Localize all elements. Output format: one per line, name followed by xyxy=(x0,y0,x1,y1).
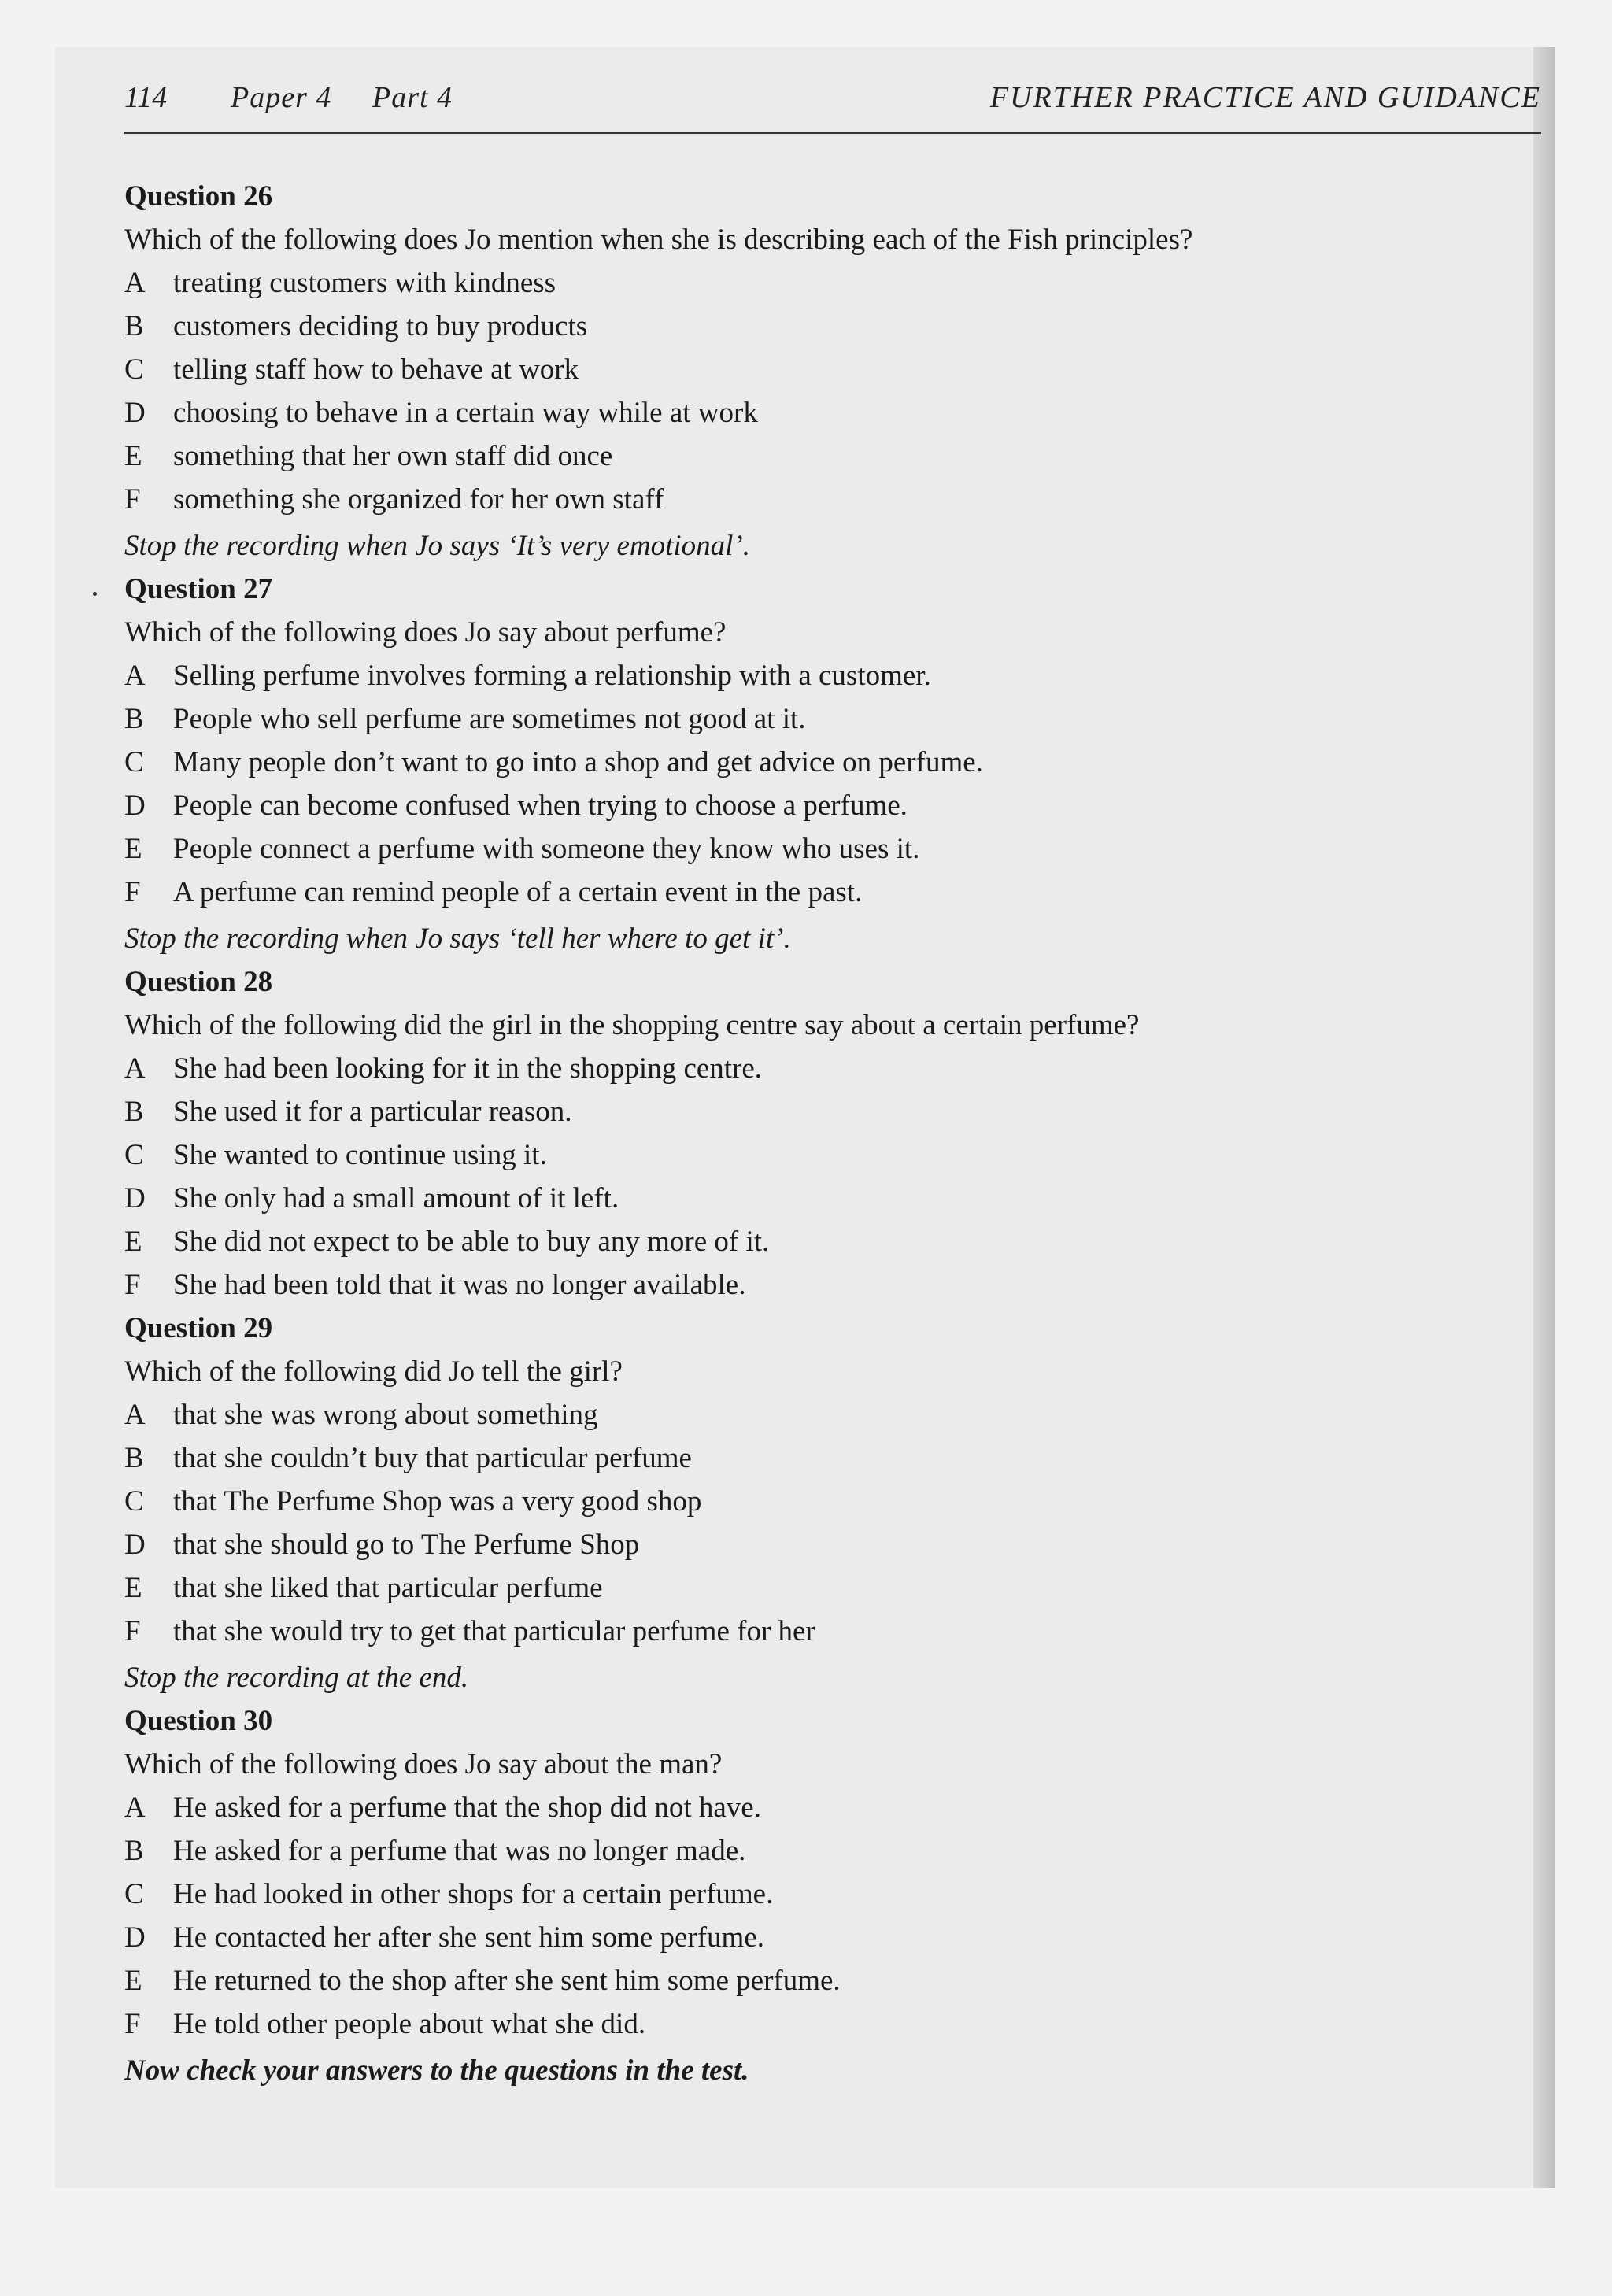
option-text: choosing to behave in a certain way while at work xyxy=(173,397,758,429)
option-letter: D xyxy=(124,1529,146,1561)
option-a xyxy=(124,1047,1462,1090)
option-a xyxy=(124,1786,1462,1829)
option-text: treating customers with kindness xyxy=(173,267,556,299)
question-title: Question 27 xyxy=(124,573,273,605)
recording-instruction: Stop the recording at the end. xyxy=(124,1662,469,1694)
question-text: Which of the following does Jo say about perfume? xyxy=(124,616,727,649)
header-divider xyxy=(124,132,1541,134)
option-letter: B xyxy=(124,1442,144,1474)
option-f xyxy=(124,478,1462,521)
question-title: Question 30 xyxy=(124,1705,273,1737)
option-text: that The Perfume Shop was a very good shop xyxy=(173,1485,702,1518)
option-text: He contacted her after she sent him some perfume. xyxy=(173,1921,765,1954)
option-text: something that her own staff did once xyxy=(173,440,613,472)
option-text: Many people don’t want to go into a shop and get advice on perfume. xyxy=(173,746,983,778)
option-text: that she liked that particular perfume xyxy=(173,1572,603,1604)
option-text: She did not expect to be able to buy any more of it. xyxy=(173,1226,770,1258)
option-d xyxy=(124,1523,1462,1566)
question-text: Which of the following did the girl in the shopping centre say about a certain perfume? xyxy=(124,1009,1140,1041)
option-text: He asked for a perfume that was no longer made. xyxy=(173,1835,746,1867)
option-letter: C xyxy=(124,1878,144,1910)
option-text: Selling perfume involves forming a relationship with a customer. xyxy=(173,660,931,692)
option-text: He told other people about what she did. xyxy=(173,2008,646,2040)
paper-label: Paper 4 xyxy=(231,81,332,114)
question-29 xyxy=(124,1307,1462,1699)
option-text: that she should go to The Perfume Shop xyxy=(173,1529,640,1561)
option-letter: A xyxy=(124,1791,146,1824)
option-b xyxy=(124,1436,1462,1480)
question-title: Question 26 xyxy=(124,180,273,213)
option-letter: E xyxy=(124,1965,142,1997)
option-c xyxy=(124,1873,1462,1916)
option-letter: B xyxy=(124,310,144,342)
option-text: telling staff how to behave at work xyxy=(173,353,579,386)
option-text: customers deciding to buy products xyxy=(173,310,588,342)
question-title: Question 29 xyxy=(124,1312,273,1344)
option-a xyxy=(124,1393,1462,1436)
option-text: something she organized for her own staff xyxy=(173,483,664,516)
option-text: He had looked in other shops for a certain perfume. xyxy=(173,1878,774,1910)
option-letter: B xyxy=(124,1096,144,1128)
option-letter: E xyxy=(124,1572,142,1604)
option-e xyxy=(124,827,1462,871)
page-header xyxy=(124,80,1541,124)
option-text: that she was wrong about something xyxy=(173,1399,598,1431)
option-c xyxy=(124,741,1462,784)
final-instruction: Now check your answers to the questions in the test. xyxy=(124,2054,749,2087)
option-e xyxy=(124,1566,1462,1610)
option-f xyxy=(124,1263,1462,1307)
margin-mark xyxy=(93,592,97,596)
option-text: People connect a perfume with someone they know who uses it. xyxy=(173,833,920,865)
option-letter: A xyxy=(124,1399,146,1431)
option-c xyxy=(124,1133,1462,1177)
option-letter: B xyxy=(124,703,144,735)
option-letter: A xyxy=(124,1052,146,1085)
option-text: People can become confused when trying to choose a perfume. xyxy=(173,789,908,822)
recording-instruction: Stop the recording when Jo says ‘It’s very emotional’. xyxy=(124,530,750,562)
option-text: She only had a small amount of it left. xyxy=(173,1182,619,1215)
option-letter: A xyxy=(124,267,146,299)
option-text: She used it for a particular reason. xyxy=(173,1096,572,1128)
option-b xyxy=(124,697,1462,741)
option-text: She had been looking for it in the shopping centre. xyxy=(173,1052,763,1085)
option-b xyxy=(124,305,1462,348)
option-b xyxy=(124,1829,1462,1873)
option-letter: C xyxy=(124,1139,144,1171)
question-28 xyxy=(124,960,1462,1307)
option-a xyxy=(124,261,1462,305)
option-letter: F xyxy=(124,2008,141,2040)
option-letter: A xyxy=(124,660,146,692)
option-d xyxy=(124,1177,1462,1220)
question-26 xyxy=(124,175,1462,568)
option-e xyxy=(124,1959,1462,2002)
option-text: that she would try to get that particular perfume for her xyxy=(173,1615,815,1647)
option-letter: E xyxy=(124,833,142,865)
option-letter: C xyxy=(124,1485,144,1518)
question-27 xyxy=(124,568,1462,960)
question-text: Which of the following did Jo tell the girl? xyxy=(124,1355,623,1388)
part-label: Part 4 xyxy=(372,81,453,114)
option-text: A perfume can remind people of a certain event in the past. xyxy=(173,876,863,908)
page-number: 114 xyxy=(124,81,168,114)
option-f xyxy=(124,2002,1462,2046)
questions-content xyxy=(124,175,1462,2092)
option-text: He returned to the shop after she sent him some perfume. xyxy=(173,1965,841,1997)
question-text: Which of the following does Jo mention when she is describing each of the Fish principles? xyxy=(124,224,1193,256)
option-f xyxy=(124,871,1462,914)
question-text: Which of the following does Jo say about the man? xyxy=(124,1748,723,1780)
option-b xyxy=(124,1090,1462,1133)
option-a xyxy=(124,654,1462,697)
option-e xyxy=(124,1220,1462,1263)
option-letter: F xyxy=(124,483,141,516)
option-d xyxy=(124,391,1462,434)
option-d xyxy=(124,1916,1462,1959)
option-text: She wanted to continue using it. xyxy=(173,1139,547,1171)
option-c xyxy=(124,348,1462,391)
option-d xyxy=(124,784,1462,827)
option-letter: C xyxy=(124,746,144,778)
option-letter: D xyxy=(124,397,146,429)
option-letter: F xyxy=(124,1269,141,1301)
option-letter: D xyxy=(124,1182,146,1215)
option-c xyxy=(124,1480,1462,1523)
section-title: FURTHER PRACTICE AND GUIDANCE xyxy=(989,81,1541,114)
option-letter: F xyxy=(124,876,141,908)
option-letter: E xyxy=(124,440,142,472)
option-f xyxy=(124,1610,1462,1653)
option-letter: C xyxy=(124,353,144,386)
question-title: Question 28 xyxy=(124,966,273,998)
question-30 xyxy=(124,1699,1462,2046)
option-letter: E xyxy=(124,1226,142,1258)
option-letter: D xyxy=(124,789,146,822)
option-e xyxy=(124,434,1462,478)
page-spine-shadow xyxy=(1533,47,1555,2188)
option-letter: D xyxy=(124,1921,146,1954)
option-letter: F xyxy=(124,1615,141,1647)
option-text: that she couldn’t buy that particular perfume xyxy=(173,1442,692,1474)
option-text: She had been told that it was no longer available. xyxy=(173,1269,746,1301)
option-letter: B xyxy=(124,1835,144,1867)
option-text: He asked for a perfume that the shop did not have. xyxy=(173,1791,761,1824)
option-text: People who sell perfume are sometimes not good at it. xyxy=(173,703,806,735)
recording-instruction: Stop the recording when Jo says ‘tell her where to get it’. xyxy=(124,922,791,955)
